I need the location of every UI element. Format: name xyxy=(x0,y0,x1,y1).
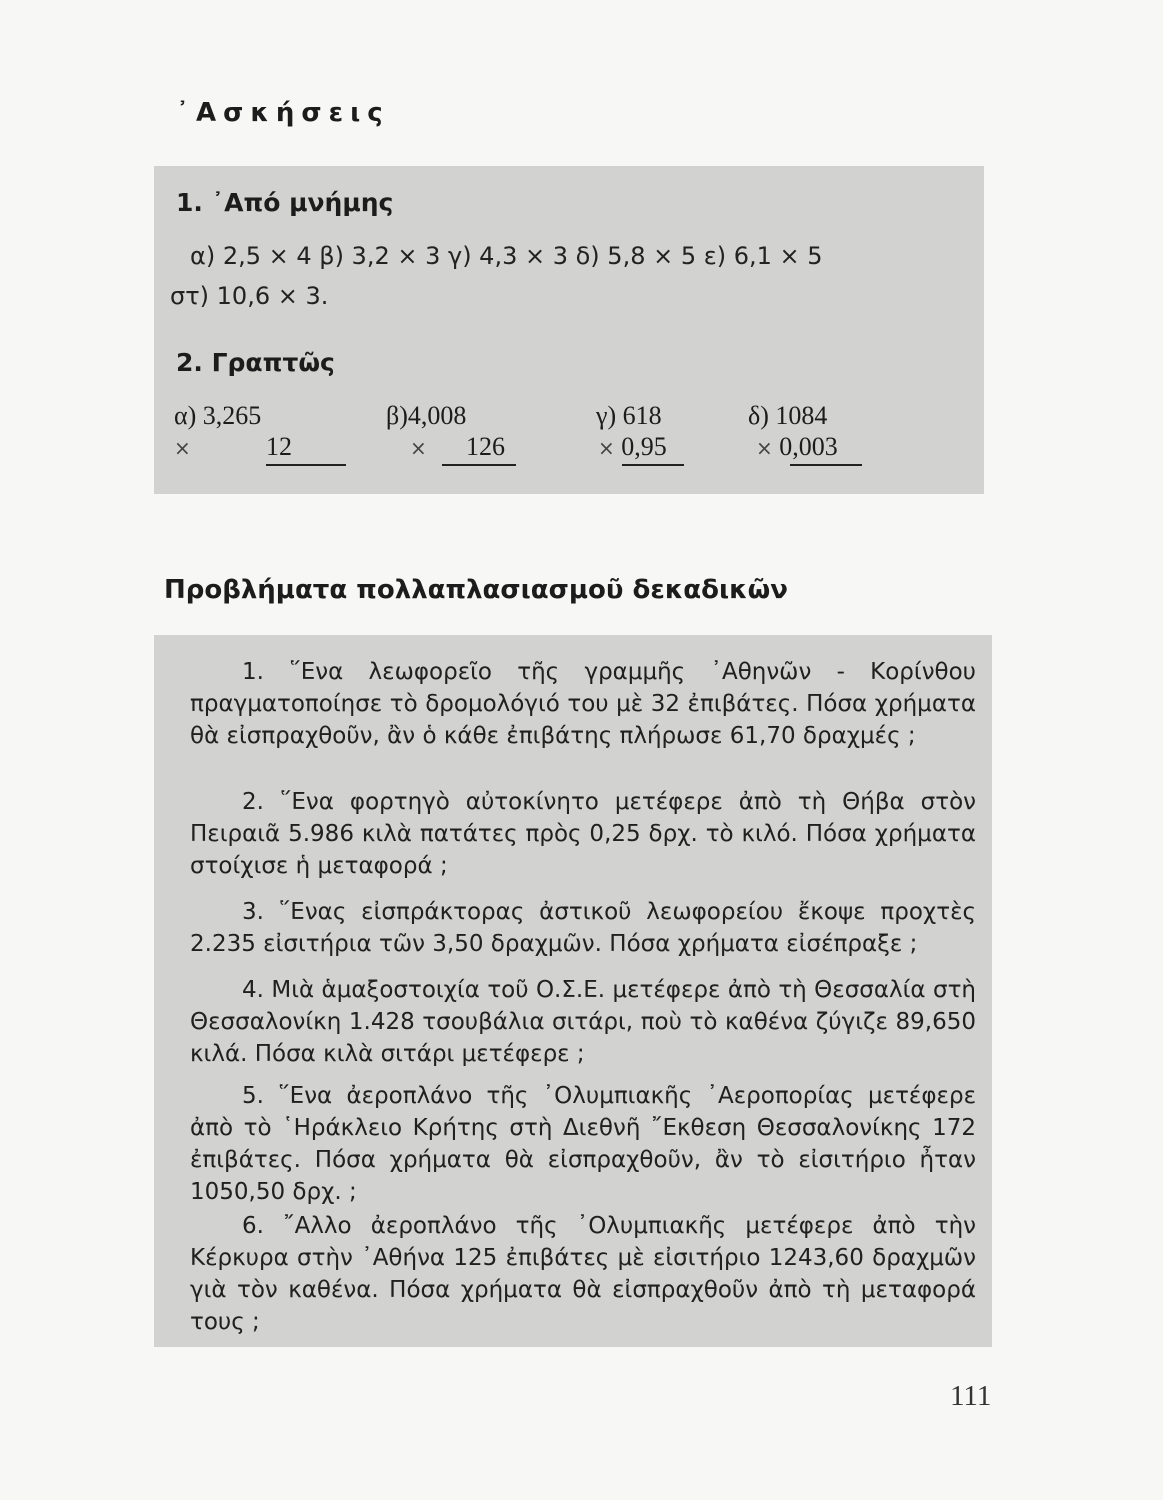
written-exercise-d xyxy=(748,400,948,463)
exercise-multiplier: 0,003 xyxy=(779,432,838,461)
problem-6: 6. ῎Αλλο ἀεροπλάνο τῆς ᾿Ολυμπιακῆς μετέφερε ἀπὸ τὴν Κέρκυρα στὴν ᾿Αθήνα 125 ἐπιβάτες μὲ εἰσιτήριο 1243,60 δραχμῶν γιὰ τὸν καθένα. Πόσα χρήματα θὰ εἰσπραχθοῦν ἀπὸ τὴ μεταφορά τους ; xyxy=(190,1213,976,1335)
written-exercise-a xyxy=(174,400,374,463)
exercise-number: 1084 xyxy=(775,401,828,430)
oral-exercises-line-1: α) 2,5 × 4 β) 3,2 × 3 γ) 4,3 × 3 δ) 5,8 × 5 ε) 6,1 × 5 xyxy=(190,242,823,270)
result-line xyxy=(790,464,862,466)
exercise-number: 3,265 xyxy=(202,401,262,430)
page-title: ᾿Ασκήσεις xyxy=(176,98,390,128)
problem-4: 4. Μιὰ ἁμαξοστοιχία τοῦ Ο.Σ.Ε. μετέφερε ἀπὸ τὴ Θεσσαλία στὴ Θεσσαλονίκη 1.428 τσουβάλια σιτάρι, ποὺ τὸ καθένα ζύγιζε 89,650 κιλά. Πόσα κιλὰ σιτάρι μετέφερε ; xyxy=(190,977,976,1067)
exercise-multiplier: 12 xyxy=(266,432,292,461)
result-line xyxy=(622,464,684,466)
oral-exercises-line-2: στ) 10,6 × 3. xyxy=(170,282,329,310)
exercise-label: α) xyxy=(174,401,197,430)
multiply-sign: × xyxy=(756,436,773,460)
page-number: 111 xyxy=(950,1380,992,1412)
problem-5: 5. ῞Ενα ἀεροπλάνο τῆς ᾿Ολυμπιακῆς ᾿Αεροπορίας μετέφερε ἀπὸ τὸ ῾Ηράκλειο Κρήτης στὴ Διεθνῆ ῎Εκθεση Θεσσαλονίκης 172 ἐπιβάτες. Πόσα χρήματα θὰ εἰσπραχθοῦν, ἂν τὸ εἰσιτήριο ἦταν 1050,50 δρχ. ; xyxy=(190,1083,976,1205)
exercise-label: β) xyxy=(386,401,408,430)
problem-3: 3. ῞Ενας εἰσπράκτορας ἀστικοῦ λεωφορείου ἔκοψε προχτὲς 2.235 εἰσιτήρια τῶν 3,50 δραχμῶν. Πόσα χρήματα εἰσέπραξε ; xyxy=(190,899,976,957)
result-line xyxy=(266,464,346,466)
exercise-number: 4,008 xyxy=(407,401,467,430)
exercise-label: γ) xyxy=(596,401,617,430)
oral-heading: 1. ᾿Από μνήμης xyxy=(176,188,394,217)
written-heading: 2. Γραπτῶς xyxy=(176,348,335,377)
section-title: Προβλήματα πολλαπλασιασμοῦ δεκαδικῶν xyxy=(164,575,788,605)
exercise-multiplier: 0,95 xyxy=(621,432,667,461)
problem-2: 2. ῞Ενα φορτηγὸ αὐτοκίνητο μετέφερε ἀπὸ τὴ Θήβα στὸν Πειραιᾶ 5.986 κιλὰ πατάτες πρὸς 0,25 δρχ. τὸ κιλό. Πόσα χρήματα στοίχισε ἡ μεταφορά ; xyxy=(190,789,976,879)
multiply-sign: × xyxy=(174,436,191,460)
exercise-multiplier: 126 xyxy=(466,432,505,461)
result-line xyxy=(442,464,516,466)
multiply-sign: × xyxy=(598,436,615,460)
exercise-label: δ) xyxy=(748,401,769,430)
exercise-number: 618 xyxy=(622,401,662,430)
exercises-panel xyxy=(154,166,984,494)
written-exercise-b xyxy=(386,400,586,463)
problem-1: 1. ῞Ενα λεωφορεῖο τῆς γραμμῆς ᾿Αθηνῶν - Κορίνθου πραγματοποίησε τὸ δρομολόγιό του μὲ 32 ἐπιβάτες. Πόσα χρήματα θὰ εἰσπραχθοῦν, ἂν ὁ κάθε ἐπιβάτης πλήρωσε 61,70 δραχμές ; xyxy=(190,659,976,749)
multiply-sign: × xyxy=(410,436,427,460)
